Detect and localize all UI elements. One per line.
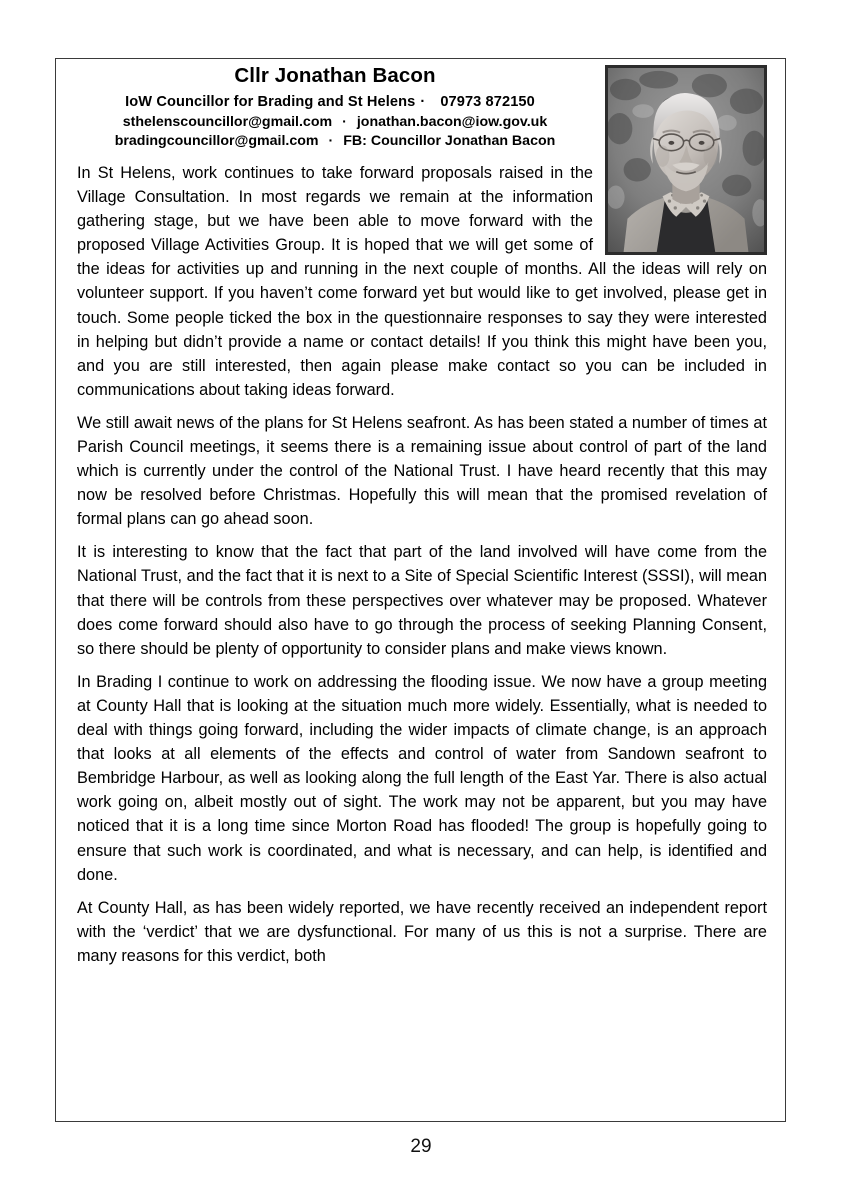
councillor-portrait-image: [608, 68, 764, 252]
councillor-phone: 07973 872150: [440, 93, 535, 110]
article-paragraph: We still await news of the plans for St Helens seafront. As has been stated a number of times at Parish Council meetings, it seems there is a remaining issue about control of part of the land which is currently under the control of the National Trust. I have heard recently that this may now be resolved before Christmas. Hopefully this will mean that the promised revelation of formal plans can go ahead soon.: [77, 413, 767, 529]
contact-emails-row-2: [77, 132, 633, 151]
separator-dot: ·: [328, 132, 334, 149]
councillor-role-and-phone: [77, 93, 633, 113]
article-paragraph: It is interesting to know that the fact that part of the land involved will have come from the National Trust, and the fact that it is next to a Site of Special Scientific Interest (SSSI), will mean that there will be controls from these perspectives over whatever may be proposed. Whatever does come forward should also have to go through the process of seeking Planning Consent, so there should be plenty of opportunity to consider plans and make views known.: [77, 543, 767, 658]
councillor-role: IoW Councillor for Brading and St Helens: [125, 93, 416, 110]
article-paragraph: At County Hall, as has been widely reported, we have recently received an independent report with the ‘verdict’ that we are dysfunctional. For many of us this is not a surprise. There are many reasons for this verdict, both: [77, 898, 767, 965]
page-frame: [55, 58, 786, 1122]
page-content: [77, 64, 767, 1114]
email-brading[interactable]: bradingcouncillor@gmail.com: [114, 132, 319, 149]
contact-emails-row-1: [77, 113, 633, 132]
facebook-handle[interactable]: FB: Councillor Jonathan Bacon: [343, 132, 556, 149]
separator-dot: ·: [342, 113, 347, 130]
email-iow-gov[interactable]: jonathan.bacon@iow.gov.uk: [356, 113, 548, 130]
page-title: Cllr Jonathan Bacon: [234, 64, 436, 87]
article-paragraph: In St Helens, work continues to take forward proposals raised in the Village Consultation. In most regards we remain at the information gathering stage, but we have been able to move forward with the proposed Village Activities Group. It is hoped that we will get some of the ideas for activities up and running in the next couple of months. All the ideas will rely on volunteer support. If you haven’t come forward yet but would like to get involved, please get in touch. Some people ticked the box in the questionnaire responses to say they were interested in helping but didn’t provide a name or contact details! If you think this might have been you, and you are still interested, then again please make contact so you can be included in communications about taking ideas forward.: [77, 163, 767, 399]
councillor-portrait-frame: [605, 65, 767, 255]
page-number: 29: [410, 1136, 432, 1157]
article-paragraph: In Brading I continue to work on addressing the flooding issue. We now have a group meeting at County Hall that is looking at the situation much more widely. Essentially, what is needed to deal with things going forward, including the wider impacts of climate change, is an approach that looks at all elements of the effects and control of water from Sandown seafront to Bembridge Harbour, as well as looking along the full length of the East Yar. There is also actual work going on, albeit mostly out of sight. The work may not be apparent, but you may have noticed that it is a long time since Morton Road has flooded! The group is hopefully going to ensure that such work is coordinated, and what is necessary, and can help, is identified and done.: [77, 672, 767, 884]
email-sthelens[interactable]: sthelenscouncillor@gmail.com: [122, 113, 333, 130]
separator-dot: ·: [420, 93, 426, 110]
